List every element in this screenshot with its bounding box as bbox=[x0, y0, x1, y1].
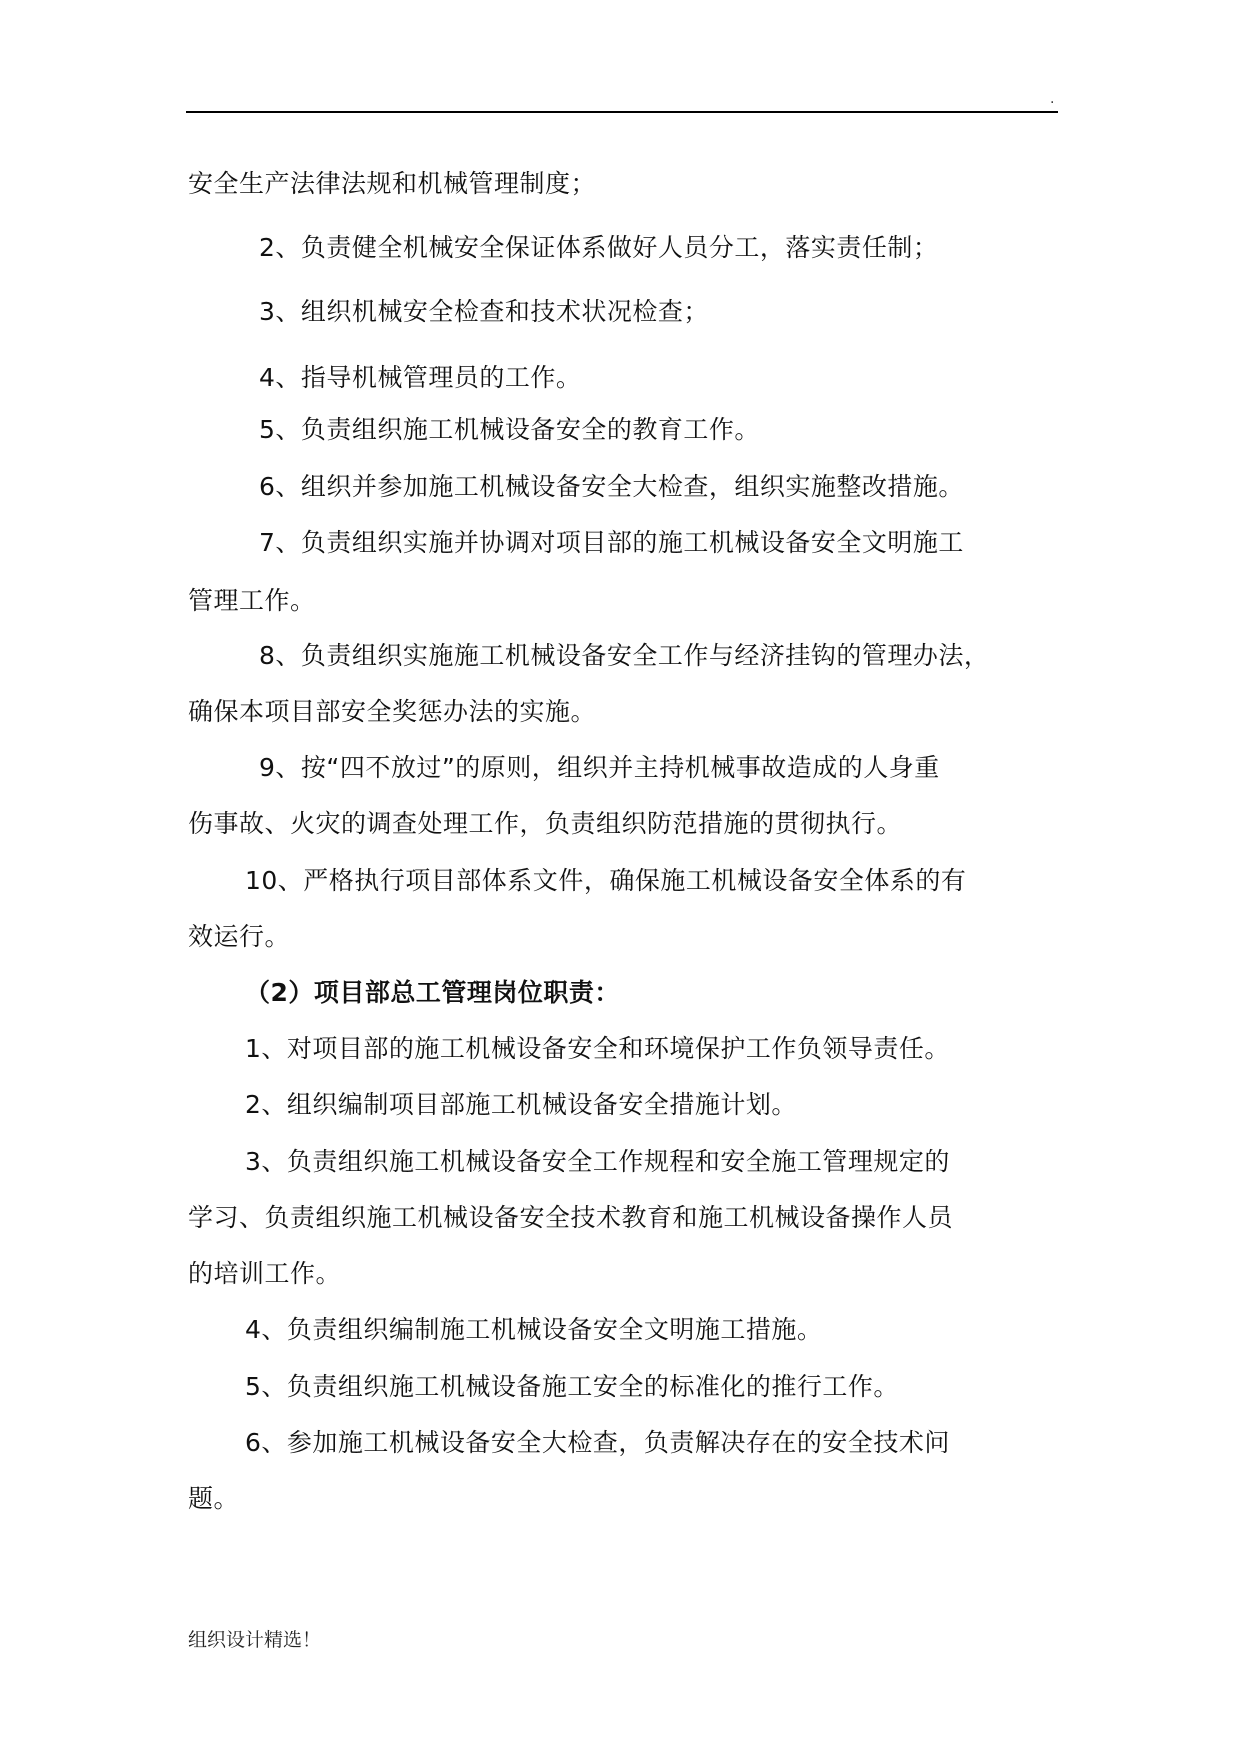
body-line: 6、参加施工机械设备安全大检查，负责解决存在的安全技术问 bbox=[245, 1428, 950, 1457]
body-line: 3、负责组织施工机械设备安全工作规程和安全施工管理规定的 bbox=[245, 1147, 950, 1176]
body-line: 9、按“四不放过”的原则，组织并主持机械事故造成的人身重 bbox=[259, 753, 940, 782]
body-line: 学习、负责组织施工机械设备安全技术教育和施工机械设备操作人员 bbox=[188, 1203, 954, 1232]
body-line: 4、指导机械管理员的工作。 bbox=[259, 363, 582, 392]
body-line: 效运行。 bbox=[188, 922, 291, 951]
body-line: 安全生产法律法规和机械管理制度； bbox=[188, 169, 597, 198]
body-line: 管理工作。 bbox=[188, 586, 316, 615]
body-line: 10、严格执行项目部体系文件，确保施工机械设备安全体系的有 bbox=[245, 866, 967, 895]
header-mark: . bbox=[1050, 91, 1055, 107]
page-footer: 组织设计精选！ bbox=[188, 1629, 322, 1651]
body-line: 5、负责组织施工机械设备安全的教育工作。 bbox=[259, 415, 760, 444]
body-line: 确保本项目部安全奖惩办法的实施。 bbox=[188, 697, 597, 726]
header-rule bbox=[186, 111, 1058, 113]
body-line: 4、负责组织编制施工机械设备安全文明施工措施。 bbox=[245, 1315, 823, 1344]
body-line: 题。 bbox=[188, 1484, 240, 1513]
section-heading: （2）项目部总工管理岗位职责： bbox=[245, 978, 620, 1007]
body-line: 6、组织并参加施工机械设备安全大检查，组织实施整改措施。 bbox=[259, 472, 964, 501]
body-line: 5、负责组织施工机械设备施工安全的标准化的推行工作。 bbox=[245, 1372, 899, 1401]
body-line: 2、组织编制项目部施工机械设备安全措施计划。 bbox=[245, 1090, 797, 1119]
body-line: 8、负责组织实施施工机械设备安全工作与经济挂钩的管理办法， bbox=[259, 641, 990, 670]
body-line: 的培训工作。 bbox=[188, 1259, 342, 1288]
body-line: 2、负责健全机械安全保证体系做好人员分工，落实责任制； bbox=[259, 233, 939, 262]
body-line: 3、组织机械安全检查和技术状况检查； bbox=[259, 297, 709, 326]
body-line: 1、对项目部的施工机械设备安全和环境保护工作负领导责任。 bbox=[245, 1034, 950, 1063]
body-line: 伤事故、火灾的调查处理工作，负责组织防范措施的贯彻执行。 bbox=[188, 809, 903, 838]
body-line: 7、负责组织实施并协调对项目部的施工机械设备安全文明施工 bbox=[259, 528, 964, 557]
